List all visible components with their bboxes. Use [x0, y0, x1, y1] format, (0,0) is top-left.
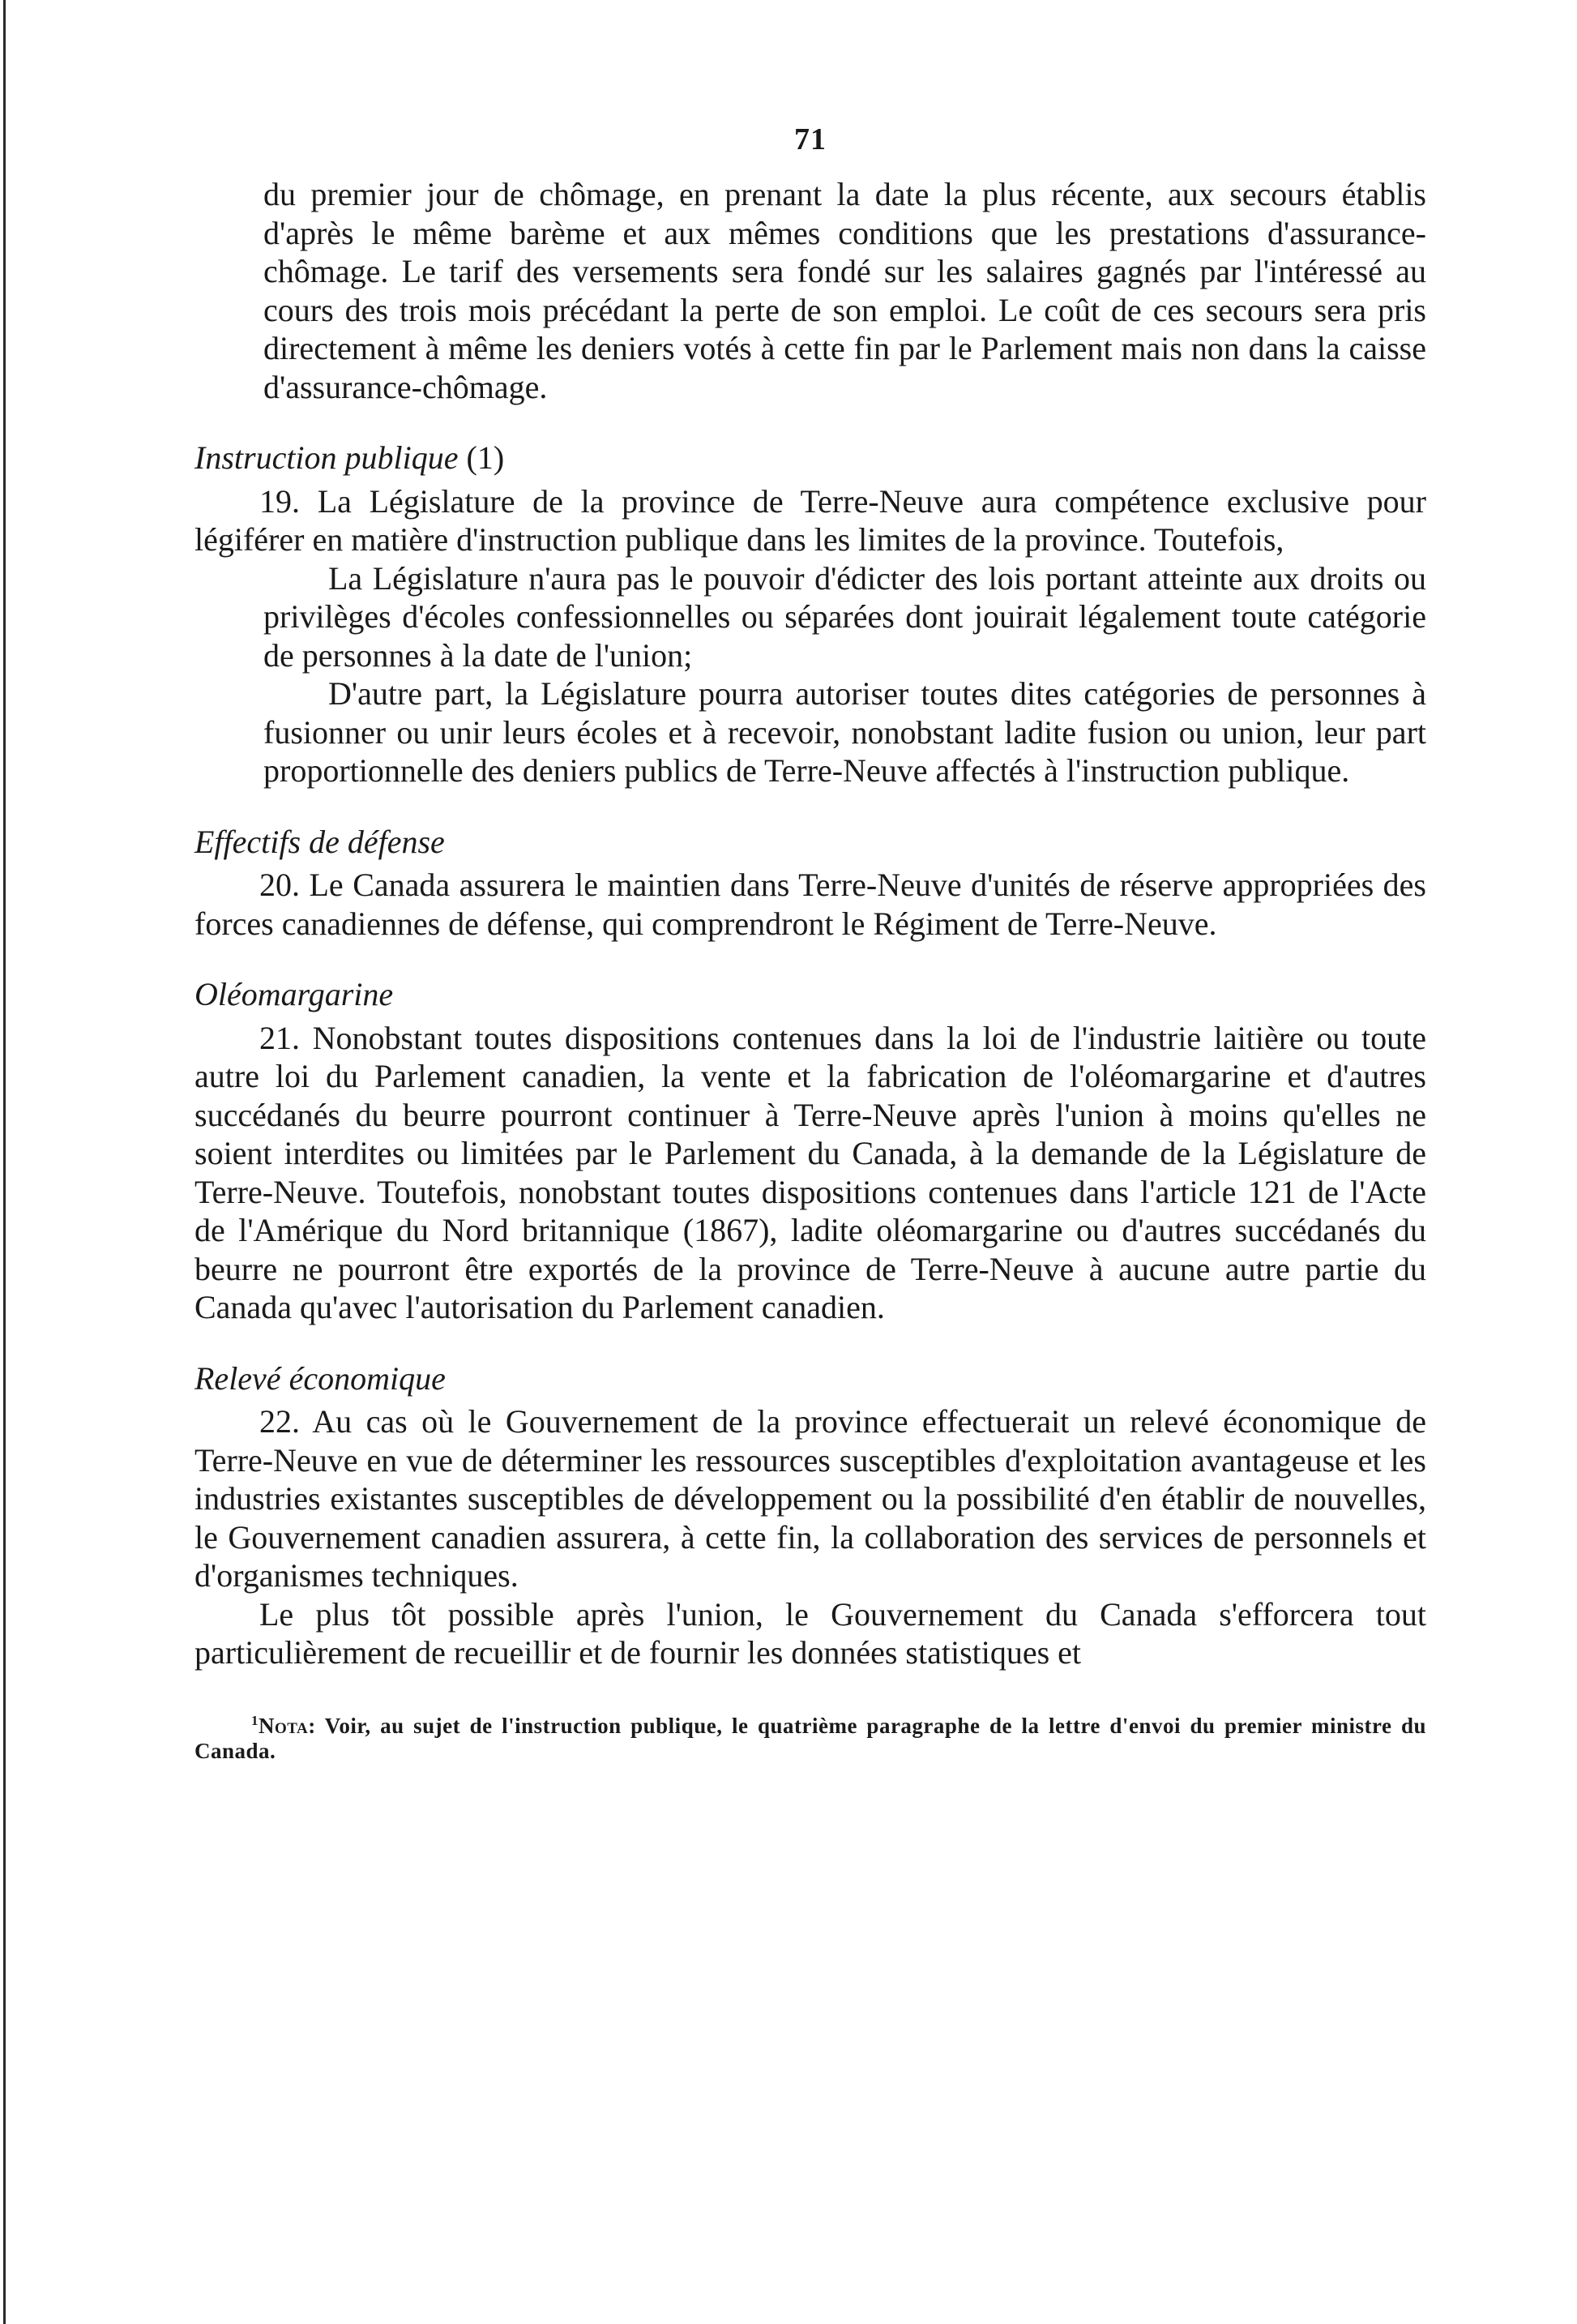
section-heading-instruction-publique — [194, 439, 1426, 477]
article-22-continuation: Le plus tôt possible après l'union, le Gouvernement du Canada s'efforcera tout particulièrement de recueillir et de fournir les données statistiques et — [194, 1595, 1426, 1671]
section-heading-releve-economique: Relevé économique — [194, 1359, 446, 1397]
heading-text: Instruction publique — [194, 439, 459, 476]
document-page — [194, 122, 1426, 1764]
article-19-paragraph: 19. La Législature de la province de Terre-Neuve aura compétence exclusive pour légiférer en matière d'instruction publique dans les limites de la province. Toutefois, — [194, 482, 1426, 558]
opening-paragraph: du premier jour de chômage, en prenant la date la plus récente, aux secours établis d'après le même barème et aux mêmes conditions que les prestations d'assurance-chômage. Le tarif des versements sera fondé sur les salaires gagnés par l'intéressé au cours des trois mois précédant la perte de son emploi. Le coût de ces secours sera pris directement à même les deniers votés à cette fin par le Parlement mais non dans la caisse d'assurance-chômage. — [263, 176, 1426, 405]
page-edge-line — [3, 0, 6, 2324]
article-19-proviso-2: D'autre part, la Législature pourra autoriser toutes dites catégories de personnes à fusionner ou unir leurs écoles et à recevoir, nonobstant ladite fusion ou union, leur part proportionnelle des deniers publics de Terre-Neuve affectés à l'instruction publique. — [263, 675, 1426, 789]
page-number: 71 — [794, 122, 827, 156]
article-20-paragraph: 20. Le Canada assurera le maintien dans Terre-Neuve d'unités de réserve appropriées des forces canadiennes de défense, qui comprendront le Régiment de Terre-Neuve. — [194, 867, 1426, 942]
article-21-paragraph: 21. Nonobstant toutes dispositions contenues dans la loi de l'industrie laitière ou toute autre loi du Parlement canadien, la vente et la fabrication de l'oléomargarine et d'autres succédanés du beurre pourront continuer à Terre-Neuve après l'union à moins qu'elles ne soient interdites ou limitées par le Parlement du Canada, à la demande de la Législature de Terre-Neuve. Toutefois, nonobstant toutes dispositions contenues dans l'article 121 de l'Acte de l'Amérique du Nord britannique (1867), ladite oléomargarine ou d'autres succédanés du beurre ne pourront être exportés de la province de Terre-Neuve à aucune autre partie du Canada qu'avec l'autorisation du Parlement canadien. — [194, 1019, 1426, 1325]
footnote — [194, 1708, 1426, 1764]
article-19-proviso-1: La Législature n'aura pas le pouvoir d'édicter des lois portant atteinte aux droits ou privilèges d'écoles confessionnelles ou séparées dont jouirait légalement toute catégorie de personnes à la date de l'union; — [263, 559, 1426, 674]
section-heading-oleomargarine: Oléomargarine — [194, 976, 394, 1012]
footnote-label: Nota: — [259, 1713, 316, 1738]
footnote-reference: (1) — [466, 439, 505, 476]
footnote-text: Voir, au sujet de l'instruction publique, le quatrième paragraphe de la lettre d'envoi du premier ministre du Canada. — [194, 1713, 1426, 1763]
article-22-paragraph: 22. Au cas où le Gouvernement de la province effectuerait un relevé économique de Terre-Neuve en vue de déterminer les ressources susceptibles d'exploitation avantageuse et les industries existantes susceptibles de développement ou la possibilité d'en établir de nouvelles, le Gouvernement canadien assurera, à cette fin, la collaboration des services de personnels et d'organismes techniques. — [194, 1403, 1426, 1594]
footnote-marker: 1 — [251, 1712, 259, 1728]
section-heading-effectifs-defense: Effectifs de défense — [194, 823, 445, 860]
